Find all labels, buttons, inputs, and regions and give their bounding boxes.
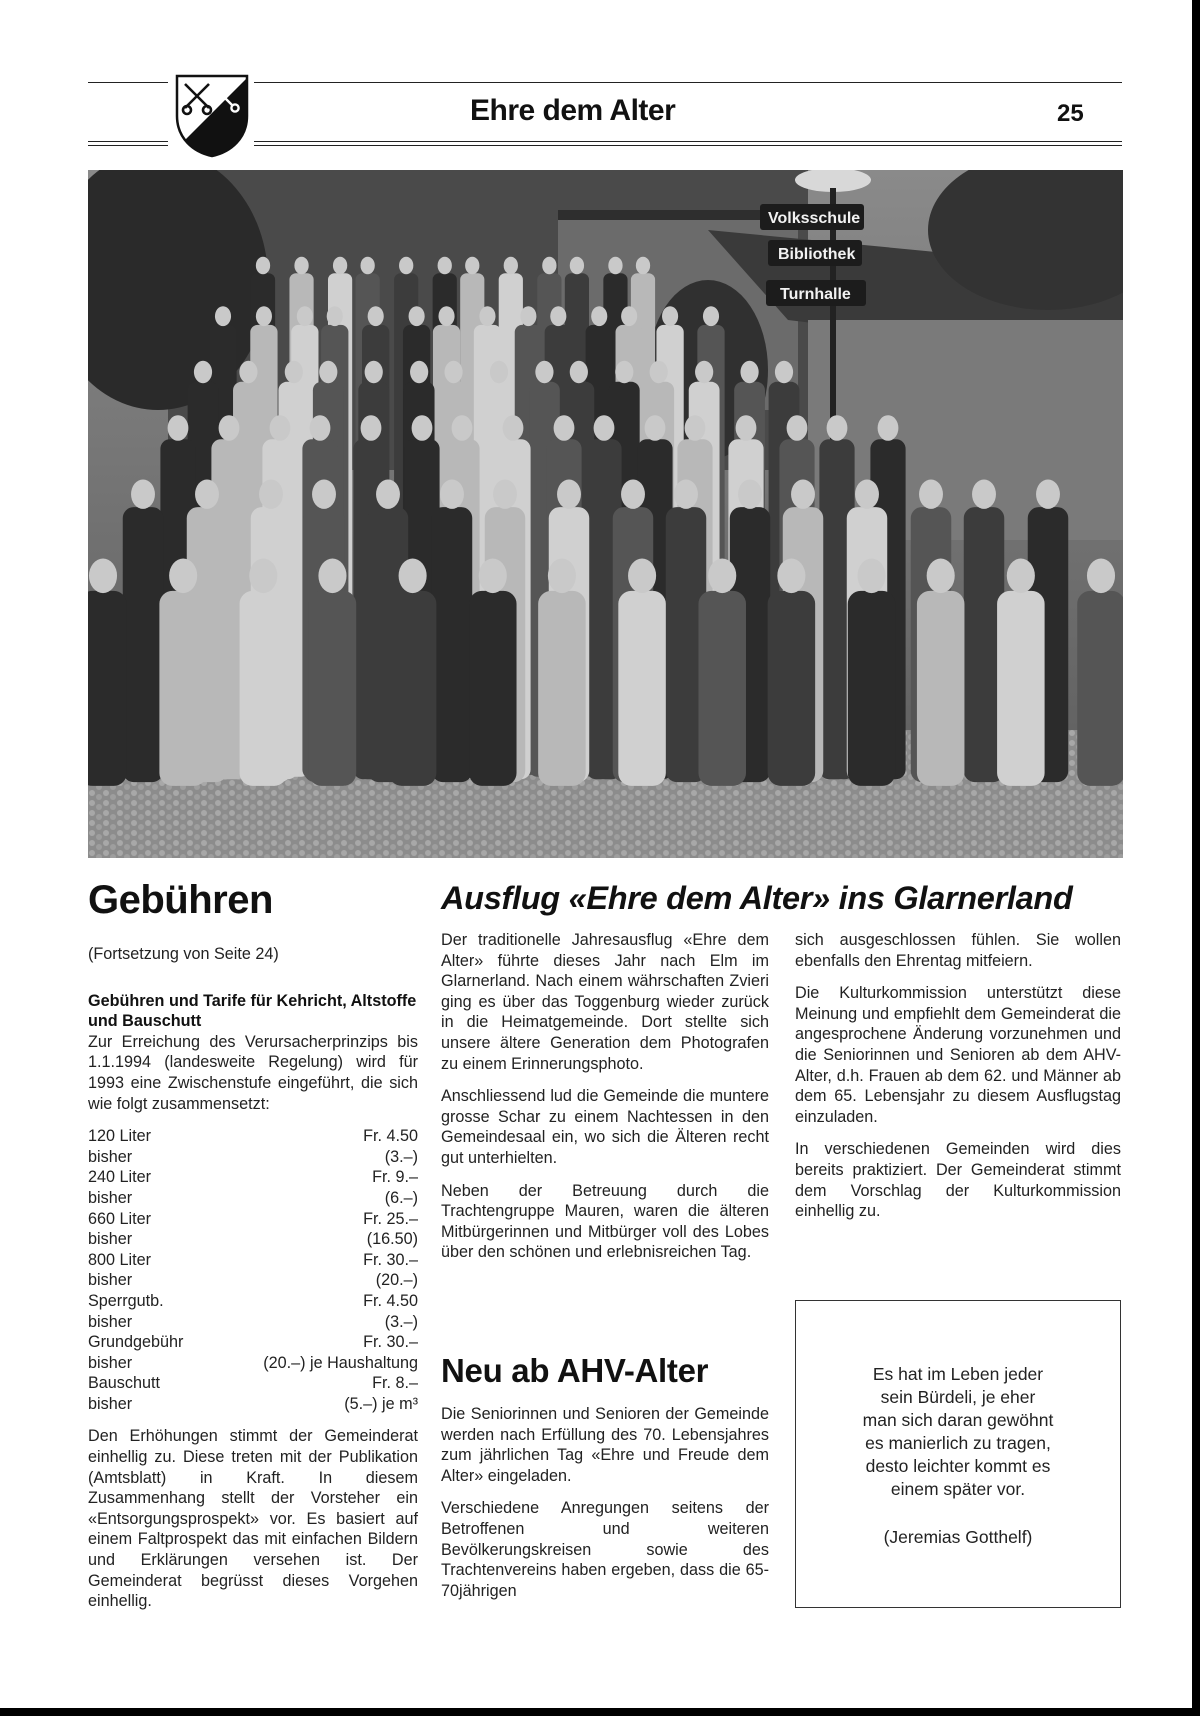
right-paragraph-1: sich ausgeschlossen fühlen. Sie wollen ebenfalls den Ehrentag mitfeiern. [795,931,1121,970]
fee-row [88,1209,418,1230]
fee-label: bisher [88,1271,133,1290]
person-head [570,361,588,383]
person-head [168,415,189,441]
ausflug-heading: Ausflug «Ehre dem Alter» ins Glarnerland [441,880,1073,916]
person-head [1036,479,1060,508]
person-head [285,361,303,383]
person-head [360,257,374,275]
person-head [256,306,272,326]
person-head [479,306,495,326]
person-head [636,257,650,275]
fee-amount: Fr. 8.– [372,1374,418,1393]
person-head [695,361,713,383]
continuation-note: (Fortsetzung von Seite 24) [88,945,279,963]
person-body [123,507,163,782]
person-head [215,306,231,326]
person-head [319,361,337,383]
person-head [490,361,508,383]
sign-turnhalle-label: Turnhalle [780,286,851,303]
neu-heading: Neu ab AHV-Alter [441,1352,709,1389]
person-body [88,591,127,786]
person-head [409,306,425,326]
fee-amount: Fr. 4.50 [363,1291,418,1310]
person-head [399,559,427,594]
quote-line: desto leichter kommt es [865,1456,1051,1476]
left-column [88,944,418,1624]
person-head [376,479,400,508]
quote-line: einem später vor. [890,1479,1026,1499]
person-head [1087,559,1115,594]
person-head [503,415,524,441]
quote-line: man sich daran gewöhnt [862,1410,1054,1430]
person-head [570,257,584,275]
person-head [736,415,757,441]
fee-label: bisher [88,1147,133,1166]
person-body [309,591,357,786]
person-head [708,559,736,594]
person-head [615,361,633,383]
coat-of-arms-icon [173,72,251,158]
person-body [768,591,816,786]
person-head [557,479,581,508]
person-head [703,306,719,326]
fees-table [88,1126,418,1414]
person-head [219,415,240,441]
person-head [310,415,331,441]
person-head [548,559,576,594]
person-body [917,591,965,786]
person-head [738,479,762,508]
person-head [685,415,706,441]
header-title: Ehre dem Alter [470,94,676,127]
person-head [361,415,382,441]
person-head [740,361,758,383]
person-body [618,591,666,786]
page-number: 25 [1057,100,1084,127]
header-rule-left-top [88,82,168,83]
fee-amount: (16.50) [366,1230,418,1249]
ausflug-paragraph-1: Der traditionelle Jahresausflug «Ehre dem Alter» führte dieses Jahr nach Elm im Glarnerland. Nach einem währschaften Zvieri ging es über das Toggenburg wieder zurück in die Heimatgemeinde. Dort stellte sich unsere ältere Generation dem Photografen zu einem Erinnerungsphoto. [441,931,769,1073]
fee-amount: Fr. 30.– [363,1250,418,1269]
fees-closing: Den Erhöhungen stimmt der Gemeinderat einhellig zu. Diese treten mit der Publikation (Amtsblatt) in Kraft. In diesem Zusammenhang stellt der Vorsteher ein «Entsorgungsprospekt» vor. Es basiert auf einem Faltprospekt das mit einfachen Bildern und Erklärungen versehen ist. Der Gemeinderat begrüsst dieses Vorgehen einhellig. [88,1427,418,1611]
person-head [791,479,815,508]
person-head [674,479,698,508]
person-body [469,591,517,786]
fee-row [88,1291,418,1312]
person-head [294,257,308,275]
group-photo-illustration [88,170,1123,858]
fee-label: bisher [88,1312,133,1331]
person-head [297,306,313,326]
person-head [650,361,668,383]
person-head [927,559,955,594]
neu-paragraph-1: Die Seniorinnen und Senioren der Gemeinde werden nach Erfüllung des 70. Lebensjahres zum jährlichen Tag «Ehre und Freude dem Alter» eingeladen. [441,1405,769,1485]
right-paragraph-2: Die Kulturkommission unterstützt diese Meinung und empfiehlt dem Gemeinderat die angesprochene Änderung vorzunehmen und die Seniorinnen und Senioren ab dem AHV-Alter, d.h. Frauen ab dem 62. und Männer ab dem 65. Lebensjahr zu diesem Ausflugstag einzuladen. [795,984,1121,1126]
fee-label: bisher [88,1394,133,1413]
person-head [855,479,879,508]
fee-label: bisher [88,1188,133,1207]
person-head [270,415,291,441]
person-body [698,591,746,786]
person-head [787,415,808,441]
fee-label: 800 Liter [88,1250,151,1269]
sign-volksschule-label: Volksschule [768,210,861,227]
person-head [440,479,464,508]
person-head [594,415,615,441]
person-head [399,257,413,275]
scan-edge-right [1192,0,1200,1716]
fee-row [88,1250,418,1271]
person-head [444,361,462,383]
fee-row [88,1126,418,1147]
person-head [438,257,452,275]
person-head [410,361,428,383]
person-body [159,591,207,786]
person-head [368,306,384,326]
quote-line: sein Bürdeli, je eher [880,1387,1036,1407]
person-head [327,306,343,326]
person-body [538,591,586,786]
person-head [479,559,507,594]
right-paragraph-3: In verschiedenen Gemeinden wird dies bereits praktiziert. Der Gemeinderat stimmt dem Vorschlag der Kulturkommission einhellig zu. [795,1140,1121,1221]
person-body [240,591,288,786]
person-head [465,257,479,275]
person-head [621,306,637,326]
neu-paragraph-2: Verschiedene Anregungen seitens der Betroffenen und weiteren Bevölkerungskreisen sowie des Trachtenvereins haben ergeben, dass die 65-70jährigen [441,1499,769,1600]
fee-amount: Fr. 25.– [363,1209,418,1228]
fee-row [88,1394,418,1415]
group-photo [88,170,1123,858]
scan-edge-bottom [0,1708,1200,1716]
person-head [554,415,575,441]
person-head [169,559,197,594]
neu-column [441,1404,769,1613]
person-head [775,361,793,383]
fee-label: Grundgebühr [88,1333,184,1352]
fee-amount: (5.–) je m³ [344,1394,418,1413]
person-head [857,559,885,594]
person-head [256,257,270,275]
person-head [239,361,257,383]
person-head [662,306,678,326]
person-body [1077,591,1123,786]
fee-label: 240 Liter [88,1168,151,1187]
person-head [542,257,556,275]
fee-label: 660 Liter [88,1209,151,1228]
fee-label: Sperrgutb. [88,1291,164,1310]
fee-label: 120 Liter [88,1127,151,1146]
quote-box [795,1300,1121,1608]
person-head [438,306,454,326]
right-column [795,930,1121,1234]
middle-column [441,930,769,1275]
ausflug-paragraph-3: Neben der Betreuung durch die Trachtengruppe Mauren, waren die älteren Mitbürgerinnen und Mitbürger voll des Lobes über den schönen und erlebnisreichen Tag. [441,1181,769,1262]
fee-amount: (20.–) [375,1271,418,1290]
person-body [997,591,1045,786]
fee-amount: (3.–) [384,1147,418,1166]
fee-amount: Fr. 4.50 [363,1127,418,1146]
person-head [333,257,347,275]
fee-amount: Fr. 9.– [372,1168,418,1187]
person-head [493,479,517,508]
fee-label: bisher [88,1353,133,1372]
quote-author: (Jeremias Gotthelf) [883,1527,1033,1547]
quote-text [796,1363,1120,1501]
fee-row [88,1353,418,1374]
person-head [628,559,656,594]
fee-label: bisher [88,1230,133,1249]
quote-line: Es hat im Leben jeder [872,1364,1044,1384]
person-head [621,479,645,508]
person-head [919,479,943,508]
person-head [520,306,536,326]
person-head [608,257,622,275]
gebuehren-heading: Gebühren [88,878,273,922]
fee-row [88,1332,418,1353]
person-head [312,479,336,508]
person-head [412,415,433,441]
person-head [550,306,566,326]
person-head [878,415,899,441]
fee-label: Bauschutt [88,1374,160,1393]
header-rule-right-top [254,82,1122,83]
quote-line: es manierlich zu tragen, [865,1433,1051,1453]
header-rule-right-bottom-2 [254,145,1122,146]
person-head [452,415,473,441]
fee-row [88,1147,418,1168]
ausflug-paragraph-2: Anschliessend lud die Gemeinde die muntere grosse Schar zu einem Nachtessen in den Gemeindesaal ein, wo sich die Älteren recht gut unterhielten. [441,1087,769,1167]
header-rule-left-bottom [88,141,168,142]
person-head [195,479,219,508]
fee-row [88,1188,418,1209]
person-head [259,479,283,508]
person-head [1007,559,1035,594]
fee-amount: (20.–) je Haushaltung [263,1353,418,1372]
fee-amount: Fr. 30.– [363,1333,418,1352]
person-head [89,559,117,594]
fee-row [88,1270,418,1291]
person-head [591,306,607,326]
fee-amount: (3.–) [384,1312,418,1331]
person-body [432,507,472,782]
fees-intro: Zur Erreichung des Verursacherprinzips bis 1.1.1994 (landesweite Regelung) wird für 1993 eine Zwischenstufe eingeführt, die sich wie folgt zusammensetzt: [88,1032,418,1113]
person-head [535,361,553,383]
person-body [389,591,437,786]
person-head [777,559,805,594]
person-head [131,479,155,508]
sign-bibliothek-label: Bibliothek [778,246,856,263]
person-head [249,559,277,594]
fee-amount: (6.–) [384,1188,418,1207]
fee-row [88,1167,418,1188]
person-head [645,415,666,441]
fee-row [88,1312,418,1333]
person-head [318,559,346,594]
header-rule-right-bottom [254,141,1122,142]
person-body [848,591,896,786]
person-head [504,257,518,275]
person-head [365,361,383,383]
fee-row [88,1373,418,1394]
fees-subheading: Gebühren und Tarife für Kehricht, Altstoffe und Bauschutt [88,991,417,1031]
person-head [972,479,996,508]
header-rule-left-bottom-2 [88,145,168,146]
person-head [194,361,212,383]
person-head [827,415,848,441]
fee-row [88,1229,418,1250]
